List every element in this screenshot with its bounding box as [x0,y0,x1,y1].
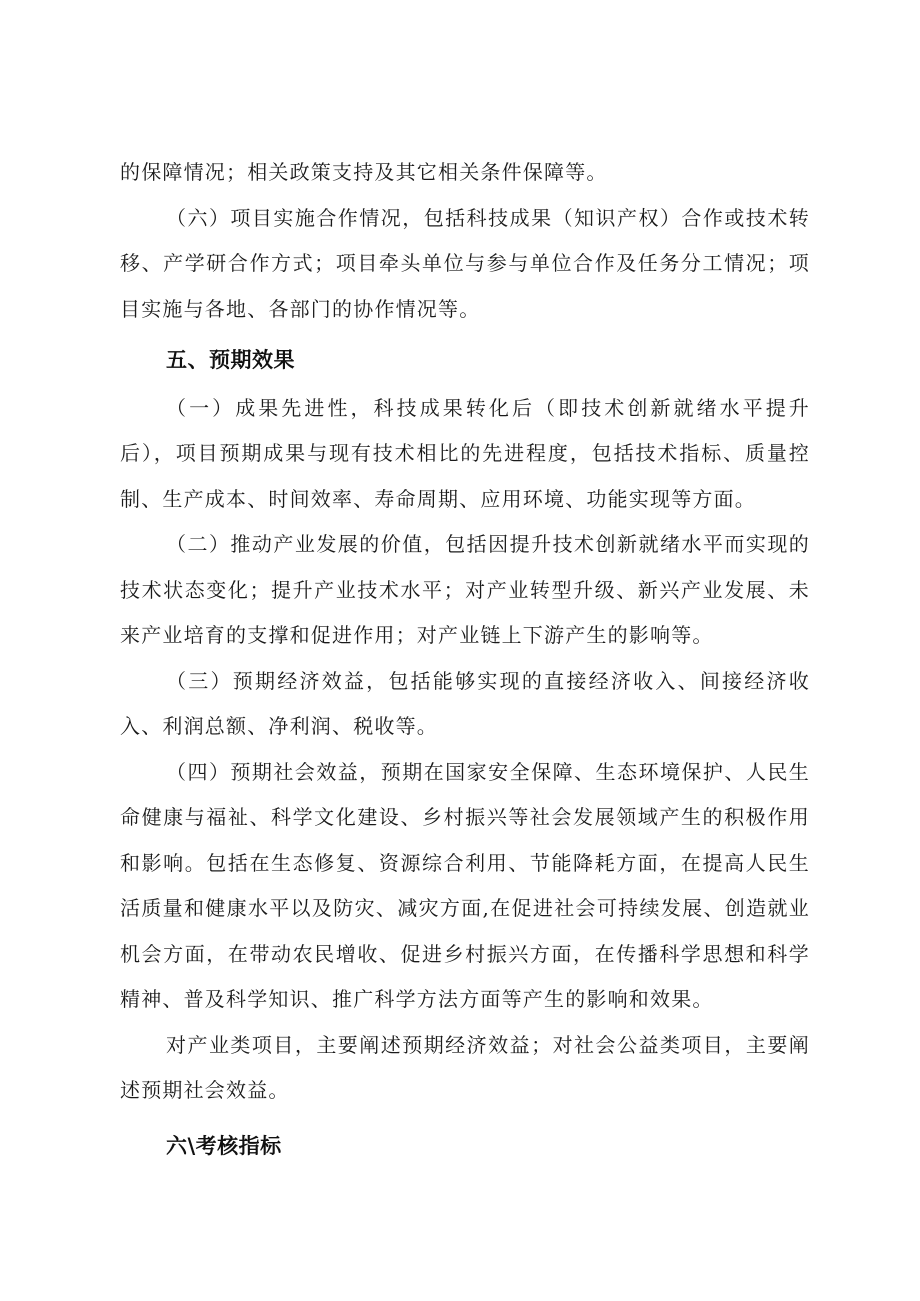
paragraph-guarantee-continued: 的保障情况；相关政策支持及其它相关条件保障等。 [120,160,608,184]
document-body [120,150,810,1169]
paragraph-social-benefit: （四）预期社会效益，预期在国家安全保障、生态环境保护、人民生命健康与福祉、科学文化建设、乡村振兴等社会发展领域产生的积极作用和影响。包括在生态修复、资源综合利用、节能降耗方面，在提高人民生活质量和健康水平以及防灾、减灾方面,在促进社会可持续发展、创造就业机会方面，在带动农民增收、促进乡村振兴方面，在传播科学思想和科学精神、普及科学知识、推广科学方法方面等产生的影响和效果。 [120,759,810,1011]
paragraph-economic-benefit: （三）预期经济效益，包括能够实现的直接经济收入、间接经济收入、利润总额、净利润、税收等。 [120,668,810,738]
paragraph-advancement: （一）成果先进性，科技成果转化后（即技术创新就绪水平提升后），项目预期成果与现有技术相比的先进程度，包括技术指标、质量控制、生产成本、时间效率、寿命周期、应用环境、功能实现等方面。 [120,395,810,511]
section-heading-expected-effects: 五、预期效果 [166,348,295,372]
paragraph-industry-value: （二）推动产业发展的价值，包括因提升技术创新就绪水平而实现的技术状态变化；提升产业技术水平；对产业转型升级、新兴产业发展、未来产业培育的支撑和促进作用；对产业链上下游产生的影响等。 [120,532,810,647]
paragraph-cooperation: （六）项目实施合作情况，包括科技成果（知识产权）合作或技术转移、产学研合作方式；项目牵头单位与参与单位合作及任务分工情况；项目实施与各地、各部门的协作情况等。 [120,205,810,321]
paragraph-project-type-note: 对产业类项目，主要阐述预期经济效益；对社会公益类项目，主要阐述预期社会效益。 [120,1032,810,1102]
section-heading-assessment-indicators: 六\考核指标 [166,1133,282,1158]
